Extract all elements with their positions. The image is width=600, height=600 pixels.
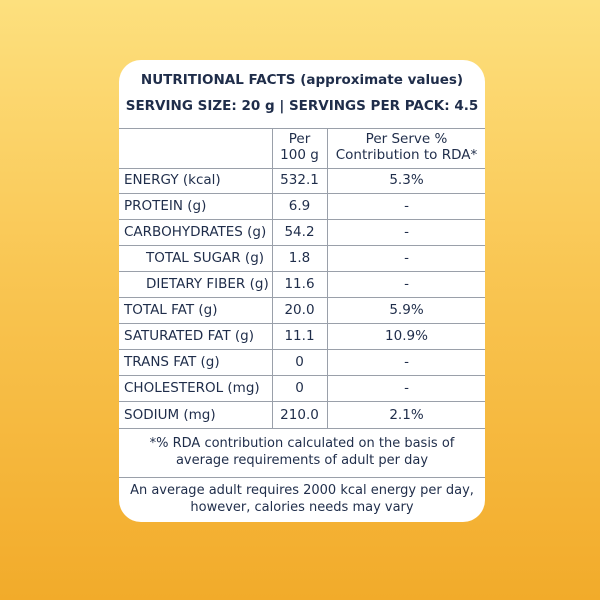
header-rda-line2: Contribution to RDA* (335, 147, 478, 163)
row-per100: 532.1 (280, 172, 319, 188)
adult-note-line1: An average adult requires 2000 kcal energy per day, (130, 483, 474, 498)
row-per100: 54.2 (284, 224, 315, 240)
row-label: ENERGY (kcal) (124, 172, 221, 188)
row-per100: 0 (295, 354, 304, 370)
rda-footnote-line2: average requirements of adult per day (175, 453, 429, 468)
header-per-line1: Per (288, 131, 311, 147)
row-rda: - (404, 198, 409, 214)
row-per100: 11.6 (284, 276, 315, 292)
row-label: CHOLESTEROL (mg) (124, 380, 260, 396)
row-per100: 1.8 (288, 250, 311, 266)
row-label: SATURATED FAT (g) (124, 328, 254, 344)
row-label: PROTEIN (g) (124, 198, 207, 214)
row-label-sub: TOTAL SUGAR (g) (146, 250, 265, 266)
row-per100: 210.0 (280, 407, 319, 423)
table-top-rule (119, 128, 485, 129)
table-bottom-rule (119, 428, 485, 429)
header-per-line2: 100 g (280, 147, 319, 163)
row-rule (119, 271, 485, 272)
row-label: CARBOHYDRATES (g) (124, 224, 267, 240)
row-rda: 2.1% (389, 407, 424, 423)
row-rule (119, 375, 485, 376)
panel-title: NUTRITIONAL FACTS (approximate values) (140, 72, 464, 88)
header-rda-line1: Per Serve % (365, 131, 448, 147)
row-rule (119, 193, 485, 194)
row-label: TOTAL FAT (g) (124, 302, 218, 318)
row-rda: - (404, 224, 409, 240)
serving-info: SERVING SIZE: 20 g | SERVINGS PER PACK: 4.5 (125, 98, 479, 114)
row-per100: 0 (295, 380, 304, 396)
nutrition-panel (119, 60, 485, 522)
row-rule (119, 297, 485, 298)
row-rule (119, 245, 485, 246)
row-rda: - (404, 380, 409, 396)
row-rda: - (404, 354, 409, 370)
row-rda: 5.9% (389, 302, 424, 318)
row-per100: 20.0 (284, 302, 315, 318)
row-rda: - (404, 250, 409, 266)
row-rule (119, 401, 485, 402)
row-rule (119, 323, 485, 324)
row-rule (119, 349, 485, 350)
row-rda: - (404, 276, 409, 292)
row-label: TRANS FAT (g) (124, 354, 220, 370)
row-label-sub: DIETARY FIBER (g) (146, 276, 269, 292)
row-per100: 11.1 (284, 328, 315, 344)
row-rda: 10.9% (385, 328, 428, 344)
row-label: SODIUM (mg) (124, 407, 216, 423)
adult-note-line2: however, calories needs may vary (190, 500, 414, 515)
row-per100: 6.9 (288, 198, 311, 214)
rda-footnote-line1: *% RDA contribution calculated on the basis of (149, 436, 455, 451)
header-rule (119, 168, 485, 169)
row-rda: 5.3% (389, 172, 424, 188)
row-rule (119, 219, 485, 220)
footnote-rule (119, 477, 485, 478)
